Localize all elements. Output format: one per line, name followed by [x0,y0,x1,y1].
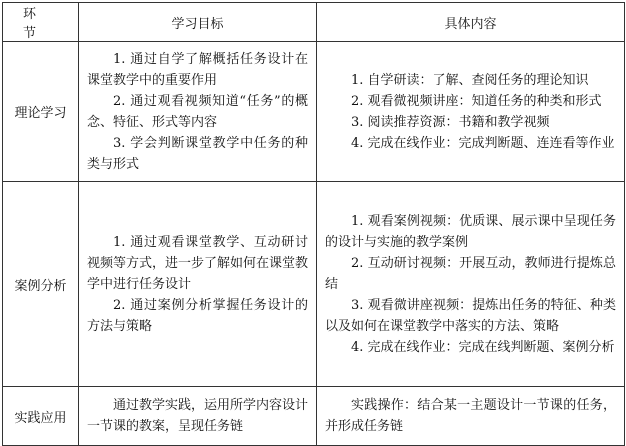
content-cell [317,42,625,182]
content-item: 2. 观看微视频讲座：知道任务的种类和形式 [351,93,602,109]
goal-item: 1. 通过自学了解概括任务设计在课堂教学中的重要作用 [87,51,308,88]
goal-item: 3. 学会判断课堂教学中任务的种类与形式 [87,135,308,172]
header-content: 具体内容 [317,3,625,42]
table-body [3,42,625,446]
goal-item: 2. 通过观看视频知道“任务”的概念、特征、形式等内容 [87,93,308,130]
header-goals: 学习目标 [79,3,317,42]
goal-item: 1. 通过观看课堂教学、互动研讨视频等方式，进一步了解如何在课堂教学中进行任务设计 [87,234,309,292]
header-stage: 环 节 [3,3,79,42]
table-row [3,42,625,182]
course-design-table [2,2,625,446]
content-item: 实践操作：结合某一主题设计一节课的任务，并形成任务链 [325,398,616,434]
stage-cell: 理论学习 [3,42,79,182]
table-row [3,182,625,387]
goal-item: 通过教学实践，运用所学内容设计一节课的教案，呈现任务链 [87,398,309,434]
content-cell [317,182,625,387]
content-cell [317,387,625,446]
goals-cell [79,182,317,387]
goal-item: 2. 通过案例分析掌握任务设计的方法与策略 [87,297,308,334]
content-item: 3. 观看微讲座视频：提炼出任务的特征、种类以及如何在课堂教学中落实的方法、策略 [325,297,616,334]
content-item: 4. 完成在线作业：完成判断题、连连看等作业 [351,135,615,151]
goals-cell [79,42,317,182]
content-item: 4. 完成在线作业：完成在线判断题、案例分析 [351,339,615,355]
stage-cell: 实践应用 [3,387,79,446]
stage-cell: 案例分析 [3,182,79,387]
table-header [3,3,625,42]
table-row [3,387,625,446]
content-item: 3. 阅读推荐资源：书籍和教学视频 [351,114,550,130]
content-item: 2. 互动研讨视频：开展互动，教师进行提炼总结 [325,255,616,292]
header-row [3,3,625,42]
content-item: 1. 观看案例视频：优质课、展示课中呈现任务的设计与实施的教学案例 [325,213,616,250]
goals-cell [79,387,317,446]
content-item: 1. 自学研读：了解、查阅任务的理论知识 [351,72,589,88]
